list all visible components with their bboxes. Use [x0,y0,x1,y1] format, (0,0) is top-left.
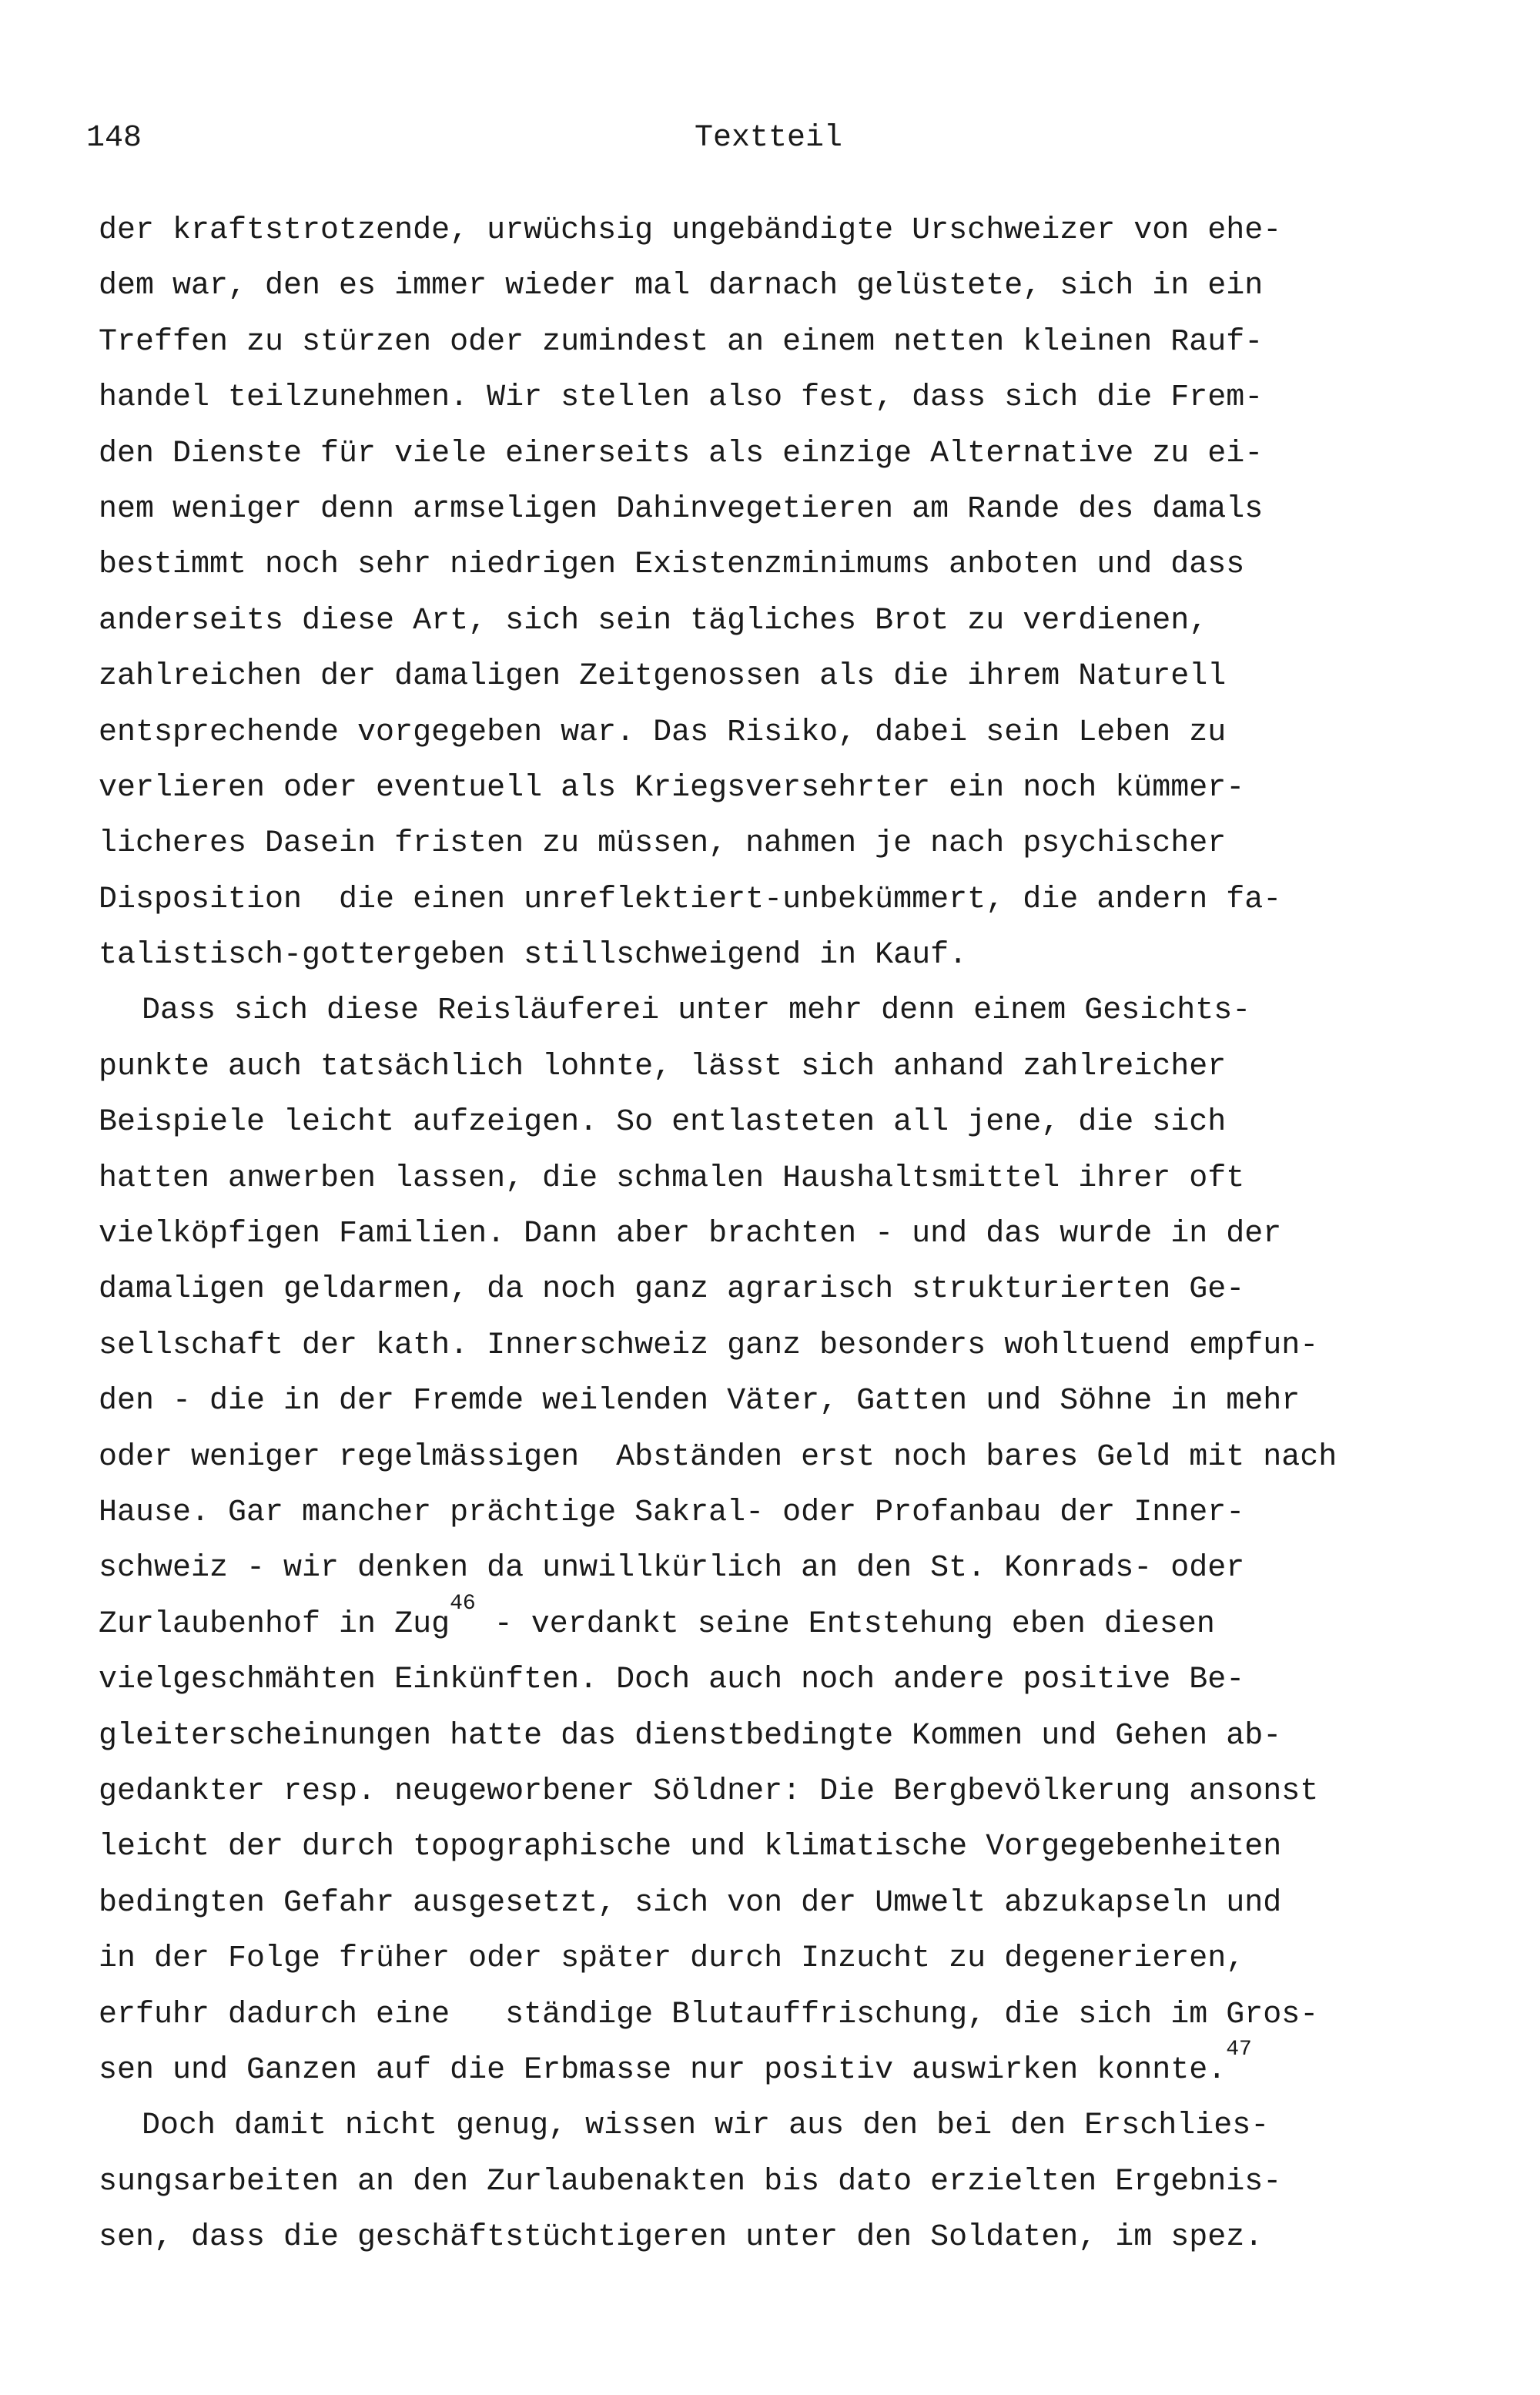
text-line [99,2037,1500,2099]
text-line-content: bedingten Gefahr ausgesetzt, sich von der Umwelt abzukapseln und [99,1885,1282,1921]
text-line-content: vielgeschmähten Einkünften. Doch auch noch andere positive Be- [99,1663,1245,1698]
text-line-content: sen, dass die geschäftstüchtigeren unter den Soldaten, im spez. [99,2220,1264,2256]
text-line-content: erfuhr dadurch eine ständige Blutauffrischung, die sich im Gros- [99,1997,1319,2032]
text-line-content: Beispiele leicht aufzeigen. So entlasteten all jene, die sich [99,1105,1227,1141]
text-line-content: licheres Dasein fristen zu müssen, nahmen je nach psychischer [99,826,1227,862]
text-line [99,1591,1500,1653]
text-line [99,1653,1500,1708]
text-line [99,2099,1500,2154]
text-line [99,649,1500,705]
text-line-content: den - die in der Fremde weilenden Väter, Gatten und Söhne in mehr [99,1384,1301,1419]
text-line [99,1095,1500,1151]
text-line [99,482,1500,538]
text-line [99,1988,1500,2043]
text-line-content: verlieren oder eventuell als Kriegsversehrter ein noch kümmer- [99,770,1245,806]
text-line-content: damaligen geldarmen, da noch ganz agrarisch strukturierten Ge- [99,1272,1245,1308]
text-line [99,1709,1500,1764]
text-line-content: talistisch-gottergeben stillschweigend in Kauf. [99,938,968,973]
text-line [99,1876,1500,1931]
body-text [99,203,1500,2266]
text-line [99,2155,1500,2210]
text-line-content: zahlreichen der damaligen Zeitgenossen als die ihrem Naturell [99,659,1227,695]
text-line [99,1040,1500,1095]
text-line [99,370,1500,426]
text-line [99,1430,1500,1486]
text-line [99,538,1500,593]
text-line-content: Dass sich diese Reisläuferei unter mehr denn einem Gesichts- [142,993,1251,1029]
text-line-content: anderseits diese Art, sich sein tägliches Brot zu verdienen, [99,603,1208,638]
text-line-content: hatten anwerben lassen, die schmalen Haushaltsmittel ihrer oft [99,1161,1245,1196]
text-line [99,1318,1500,1374]
text-line-content: nem weniger denn armseligen Dahinvegetieren am Rande des damals [99,491,1264,527]
text-line [99,259,1500,314]
text-line [99,761,1500,816]
text-line [99,873,1500,928]
text-line-content: den Dienste für viele einerseits als einzige Alternative zu ei- [99,436,1264,471]
text-line-content: handel teilzunehmen. Wir stellen also fest, dass sich die Frem- [99,380,1264,416]
text-line [99,1262,1500,1318]
text-line-continuation: - verdankt seine Entstehung eben diesen [475,1606,1215,1642]
text-line [99,427,1500,482]
text-line [99,1374,1500,1429]
text-line-content: punkte auch tatsächlich lohnte, lässt sich anhand zahlreicher [99,1049,1227,1084]
text-line-content: in der Folge früher oder später durch Inzucht zu degenerieren, [99,1941,1245,1977]
text-line [99,1486,1500,1541]
text-line-content: sungsarbeiten an den Zurlaubenakten bis dato erzielten Ergebnis- [99,2164,1282,2199]
text-line-content: der kraftstrotzende, urwüchsig ungebändigte Urschweizer von ehe- [99,213,1282,248]
text-line [99,983,1500,1039]
text-line-content: bestimmt noch sehr niedrigen Existenzminimums anboten und dass [99,548,1245,583]
text-line-content: gedankter resp. neugeworbener Söldner: Die Bergbevölkerung ansonst [99,1774,1319,1809]
text-line [99,2210,1500,2266]
text-line [99,1207,1500,1262]
text-line-content: Treffen zu stürzen oder zumindest an einem netten kleinen Rauf- [99,324,1264,360]
running-title: Textteil [695,121,843,156]
text-line [99,816,1500,872]
text-line [99,1541,1500,1596]
text-line-content: entsprechende vorgegeben war. Das Risiko, dabei sein Leben zu [99,715,1227,750]
text-line [99,1931,1500,1987]
text-line [99,594,1500,649]
text-line-content: schweiz - wir denken da unwillkürlich an den St. Konrads- oder [99,1551,1245,1586]
text-line-content: sen und Ganzen auf die Erbmasse nur positiv auswirken konnte. [99,2052,1227,2088]
text-line-content: Disposition die einen unreflektiert-unbekümmert, die andern fa- [99,882,1282,917]
text-line [99,203,1500,259]
text-line-content: gleiterscheinungen hatte das dienstbedingte Kommen und Gehen ab- [99,1718,1282,1754]
footnote-reference: 47 [1226,2037,1252,2062]
text-line [99,1151,1500,1207]
text-line [99,1764,1500,1820]
text-line [99,705,1500,761]
text-line-content: leicht der durch topographische und klimatische Vorgegebenheiten [99,1830,1282,1865]
text-line [99,928,1500,983]
text-line [99,1820,1500,1875]
text-line-content: Doch damit nicht genug, wissen wir aus den bei den Erschlies- [142,2109,1270,2144]
page-header [0,116,1540,162]
footnote-reference: 46 [450,1591,476,1616]
text-line-content: dem war, den es immer wieder mal darnach gelüstete, sich in ein [99,269,1264,304]
text-line-content: Zurlaubenhof in Zug [99,1606,450,1642]
text-line-content: sellschaft der kath. Innerschweiz ganz besonders wohltuend empfun- [99,1328,1319,1363]
text-line-content: vielköpfigen Familien. Dann aber brachten - und das wurde in der [99,1217,1282,1252]
text-line-content: Hause. Gar mancher prächtige Sakral- oder Profanbau der Inner- [99,1495,1245,1530]
page-number: 148 [86,121,142,156]
text-line-content: oder weniger regelmässigen Abständen erst noch bares Geld mit nach [99,1439,1337,1475]
text-line [99,315,1500,370]
